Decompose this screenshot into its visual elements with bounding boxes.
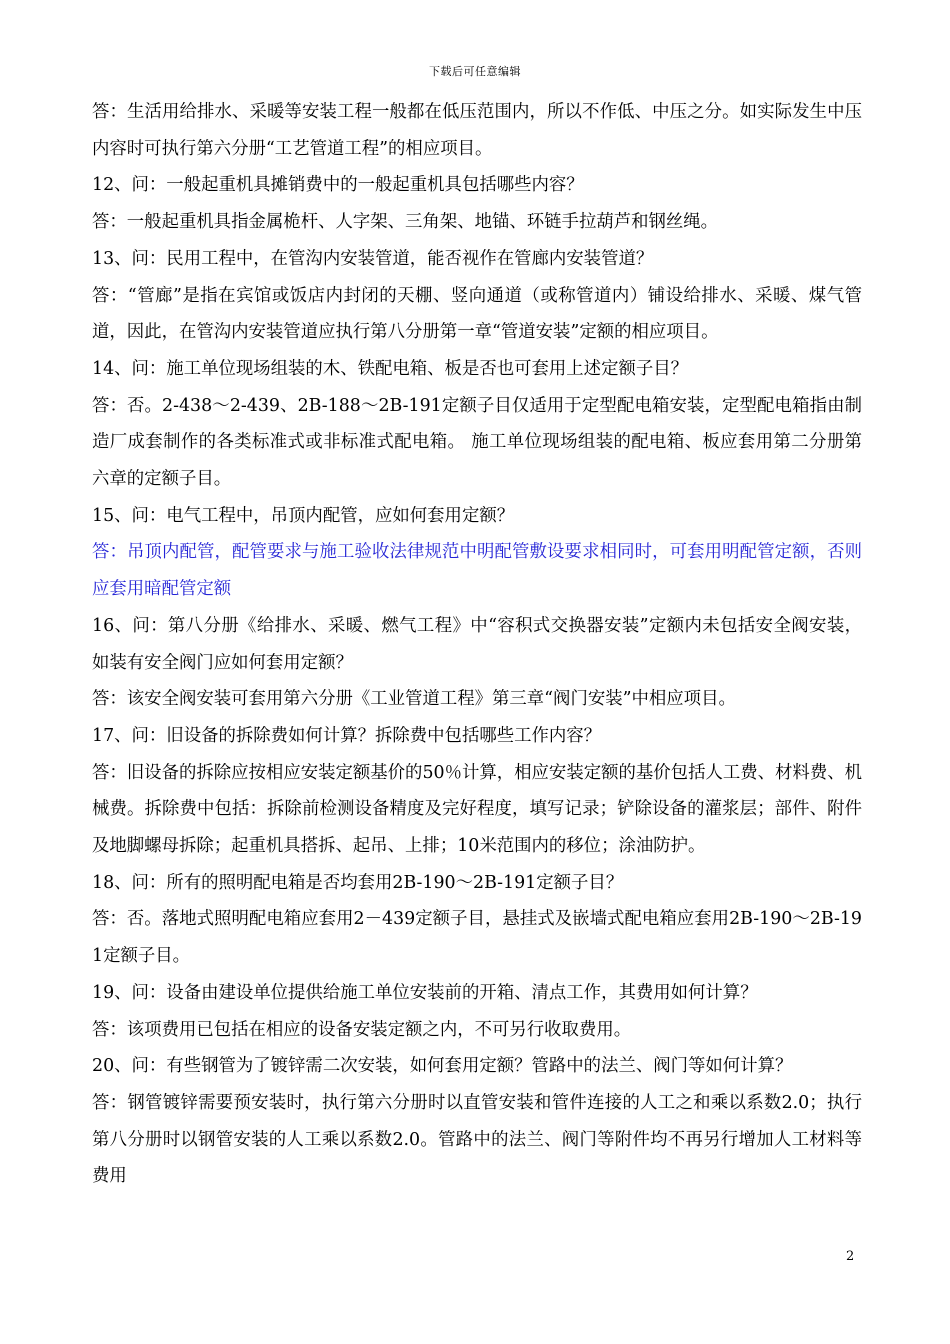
question-paragraph: 12、问：一般起重机具摊销费中的一般起重机具包括哪些内容？ <box>92 175 584 196</box>
answer-paragraph: 答：“管廊”是指在宾馆或饭店内封闭的天棚、竖向通道（或称管道内）铺设给排水、采暖、煤气管道，因此，在管沟内安装管道应执行第八分册第一章“管道安装”定额的相应项目。 <box>92 285 862 343</box>
answer-paragraph: 答：该安全阀安装可套用第六分册《工业管道工程》第三章“阀门安装”中相应项目。 <box>92 689 736 710</box>
answer-paragraph: 答：钢管镀锌需要预安装时，执行第六分册时以直管安装和管件连接的人工之和乘以系数2.0；执行第八分册时以钢管安装的人工乘以系数2.0。管路中的法兰、阀门等附件均不再另行增加人工材料等费用 <box>92 1092 862 1187</box>
question-paragraph: 14、问：施工单位现场组装的木、铁配电箱、板是否也可套用上述定额子目？ <box>92 358 689 379</box>
paragraph: 答：生活用给排水、采暖等安装工程一般都在低压范围内，所以不作低、中压之分。如实际发生中压内容时可执行第六分册“工艺管道工程”的相应项目。 <box>92 102 862 159</box>
question-paragraph: 15、问：电气工程中，吊顶内配管，应如何套用定额？ <box>92 505 515 526</box>
answer-paragraph: 答：否。落地式照明配电箱应套用2－439定额子目，悬挂式及嵌墙式配电箱应套用2B-190～2B-191定额子目。 <box>92 909 862 967</box>
highlighted-answer-paragraph: 答：吊顶内配管，配管要求与施工验收法律规范中明配管敷设要求相同时，可套用明配管定额，否则应套用暗配管定额 <box>92 542 862 600</box>
question-paragraph: 13、问：民用工程中，在管沟内安装管道，能否视作在管廊内安装管道？ <box>92 248 654 269</box>
page-number: 2 <box>846 1249 855 1264</box>
question-paragraph: 18、问：所有的照明配电箱是否均套用2B-190～2B-191定额子目？ <box>92 872 624 893</box>
question-paragraph: 19、问：设备由建设单位提供给施工单位安装前的开箱、清点工作，其费用如何计算？ <box>92 982 758 1003</box>
answer-paragraph: 答：否。2-438～2-439、2B-188～2B-191定额子目仅适用于定型配电箱安装，定型配电箱指由制造厂成套制作的各类标准式或非标准式配电箱。 施工单位现场组装的配电箱、板应套用第二分册第六章的定额子目。 <box>92 395 862 490</box>
answer-paragraph: 答：旧设备的拆除应按相应安装定额基价的50％计算，相应安装定额的基价包括人工费、材料费、机械费。拆除费中包括：拆除前检测设备精度及完好程度，填写记录；铲除设备的灌浆层；部件、附件及地脚螺母拆除；起重机具搭拆、起吊、上排；10米范围内的移位；涂油防护。 <box>92 762 862 857</box>
question-paragraph: 20、问：有些钢管为了镀锌需二次安装，如何套用定额？管路中的法兰、阀门等如何计算？ <box>92 1056 793 1077</box>
page-header: 下载后可任意编辑 <box>429 65 521 78</box>
answer-paragraph: 答：一般起重机具指金属桅杆、人字架、三角架、地锚、环链手拉葫芦和钢丝绳。 <box>92 212 719 233</box>
answer-paragraph: 答：该项费用已包括在相应的设备安装定额之内，不可另行收取费用。 <box>92 1019 632 1040</box>
document-body <box>92 94 862 1195</box>
question-paragraph: 17、问：旧设备的拆除费如何计算？拆除费中包括哪些工作内容？ <box>92 725 602 746</box>
question-paragraph: 16、问：第八分册《给排水、采暖、燃气工程》中“容积式交换器安装”定额内未包括安全阀安装，如装有安全阀门应如何套用定额？ <box>92 615 862 673</box>
